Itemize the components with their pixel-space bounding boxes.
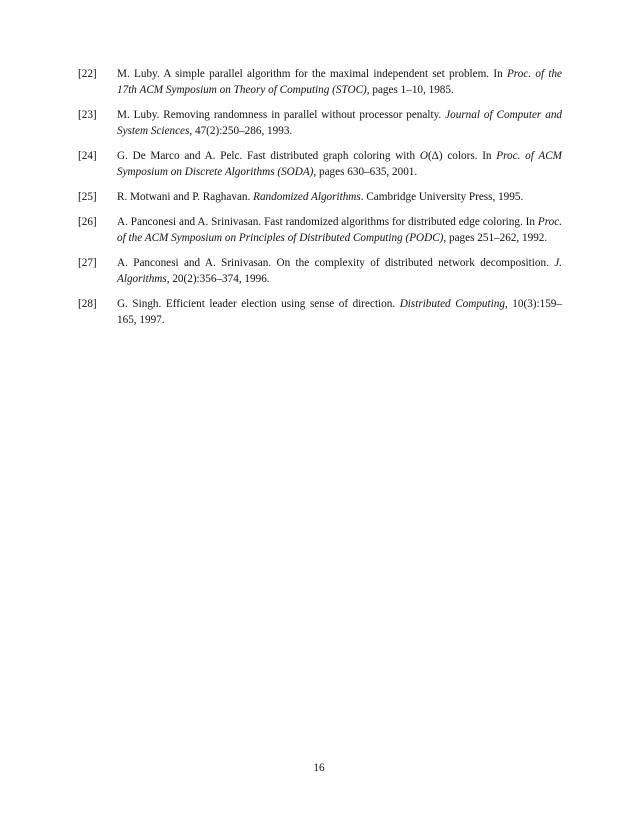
reference-item	[78, 66, 562, 99]
reference-venue: Proc. of the ACM Symposium on Principles of Distributed Computing (PODC)	[117, 215, 562, 244]
reference-text	[117, 66, 562, 99]
reference-text-segment: G. Singh. Efficient leader election using sense of direction.	[117, 297, 400, 310]
reference-list	[78, 66, 562, 337]
reference-venue: J. Algorithms	[117, 256, 562, 285]
reference-text-segment: . Cambridge University Press, 1995.	[360, 191, 524, 203]
reference-venue: Journal of Computer and System Sciences	[117, 109, 563, 138]
reference-venue: Proc. of the 17th ACM Symposium on Theory of Computing (STOC)	[117, 68, 562, 97]
reference-item	[78, 148, 562, 181]
page-number: 16	[313, 762, 325, 774]
reference-number: [23]	[78, 109, 97, 121]
reference-number: [28]	[78, 297, 97, 310]
reference-item	[78, 255, 562, 288]
reference-text	[117, 148, 562, 181]
reference-item	[78, 214, 562, 247]
reference-text-segment: , 10(3):159–165, 1997.	[117, 297, 562, 326]
reference-text-segment: A. Panconesi and A. Srinivasan. On the complexity of distributed network decomposition.	[117, 256, 555, 269]
reference-item	[78, 107, 562, 140]
reference-text	[117, 107, 562, 140]
reference-text	[117, 255, 562, 288]
reference-text-segment: , pages 251–262, 1992.	[443, 232, 548, 244]
reference-number: [22]	[78, 68, 97, 80]
reference-number: [26]	[78, 215, 97, 228]
reference-text-segment: , pages 1–10, 1985.	[366, 84, 454, 97]
reference-venue: Randomized Algorithms	[253, 191, 361, 203]
reference-text-segment: M. Luby. A simple parallel algorithm for the maximal independent set problem. In	[117, 68, 507, 80]
reference-number: [27]	[78, 256, 97, 269]
reference-item	[78, 296, 562, 329]
reference-text-segment: , 20(2):356–374, 1996.	[166, 273, 270, 285]
reference-venue: Distributed Computing	[399, 297, 505, 310]
reference-text-segment: A. Panconesi and A. Srinivasan. Fast randomized algorithms for distributed edge coloring. In	[117, 215, 538, 228]
reference-number: [25]	[78, 191, 97, 203]
reference-text-segment: , pages 630–635, 2001.	[313, 166, 418, 179]
reference-text-segment: , 47(2):250–286, 1993.	[189, 125, 293, 138]
reference-item	[78, 189, 562, 205]
reference-text	[117, 189, 562, 205]
reference-venue: Proc. of ACM Symposium on Discrete Algorithms (SODA)	[117, 150, 562, 179]
math-symbol: O	[419, 150, 428, 162]
reference-text-segment: (Δ) colors. In	[427, 150, 497, 162]
reference-number: [24]	[78, 150, 97, 162]
reference-text	[117, 214, 562, 247]
reference-text	[117, 296, 562, 329]
reference-text-segment: G. De Marco and A. Pelc. Fast distributed graph coloring with	[117, 150, 420, 162]
reference-text-segment: M. Luby. Removing randomness in parallel without processor penalty.	[117, 109, 446, 121]
reference-text-segment: R. Motwani and P. Raghavan.	[117, 191, 254, 203]
